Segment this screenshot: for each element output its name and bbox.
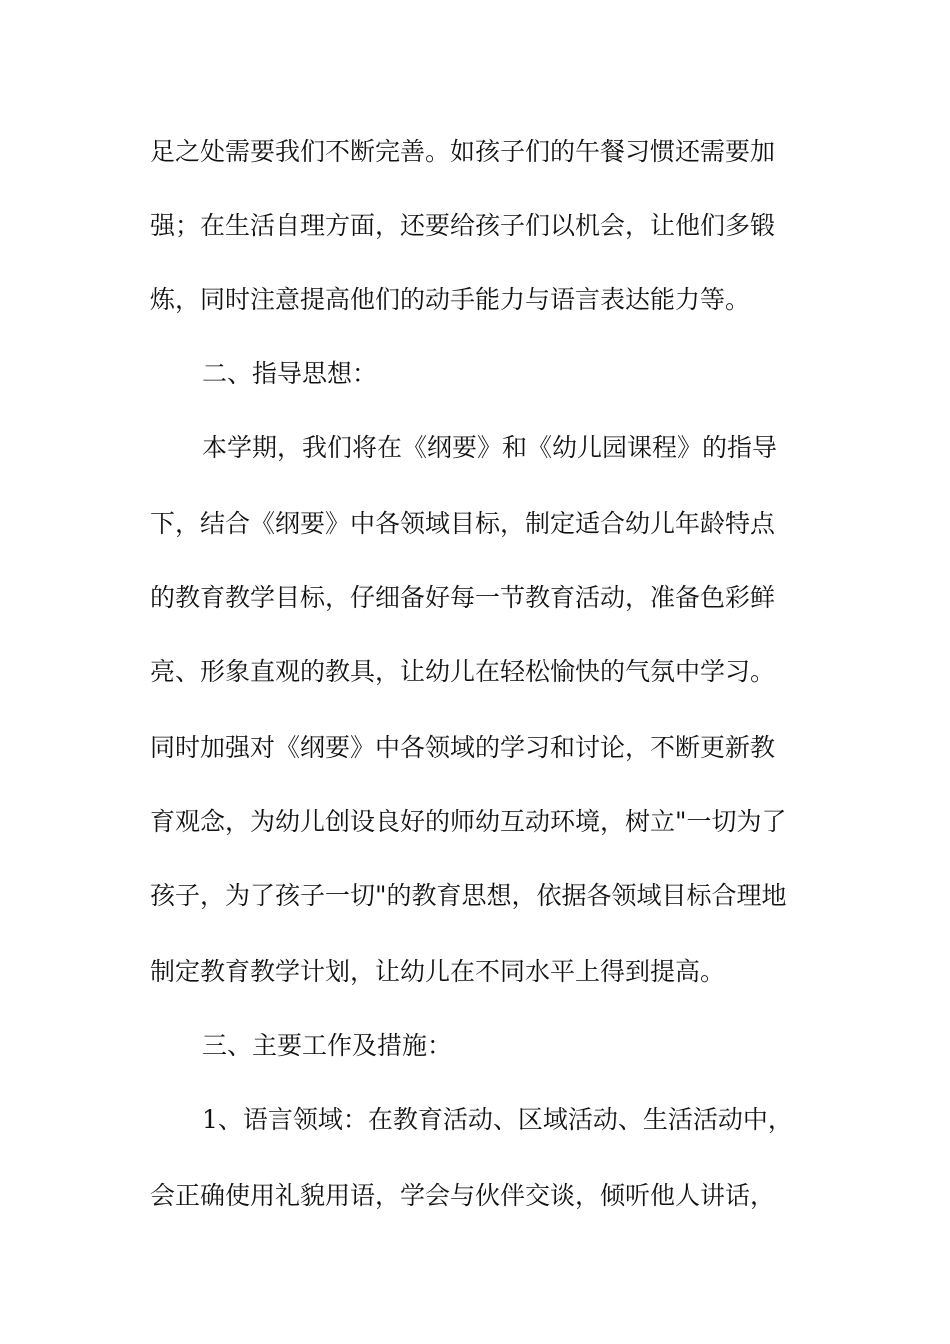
paragraph-line: 下，结合《纲要》中各领域目标，制定适合幼儿年龄特点: [150, 509, 776, 538]
paragraph-line: 制定教育教学计划，让幼儿在不同水平上得到提高。: [150, 957, 726, 986]
paragraph-line: 同时加强对《纲要》中各领域的学习和讨论，不断更新教: [150, 733, 776, 762]
paragraph-line: 育观念，为幼儿创设良好的师幼互动环境，树立"一切为了: [150, 807, 787, 836]
section-heading-guiding-ideology: 二、指导思想：: [202, 359, 378, 388]
paragraph-line: 孩子，为了孩子一切"的教育思想，依据各领域目标合理地: [150, 881, 787, 910]
paragraph-line: 炼，同时注意提高他们的动手能力与语言表达能力等。: [150, 285, 751, 314]
paragraph-line: 1、语言领域：在教育活动、区域活动、生活活动中，: [202, 1105, 793, 1134]
paragraph-line: 会正确使用礼貌用语，学会与伙伴交谈，倾听他人讲话，: [150, 1181, 776, 1210]
paragraph-line: 的教育教学目标，仔细备好每一节教育活动，准备色彩鲜: [150, 583, 776, 612]
section-heading-main-work: 三、主要工作及措施：: [202, 1031, 453, 1060]
paragraph-line: 亮、形象直观的教具，让幼儿在轻松愉快的气氛中学习。: [150, 657, 776, 686]
paragraph-line: 足之处需要我们不断完善。如孩子们的午餐习惯还需要加: [150, 137, 776, 166]
paragraph-line: 强；在生活自理方面，还要给孩子们以机会，让他们多锻: [150, 211, 776, 240]
paragraph-line: 本学期，我们将在《纲要》和《幼儿园课程》的指导: [202, 433, 778, 462]
